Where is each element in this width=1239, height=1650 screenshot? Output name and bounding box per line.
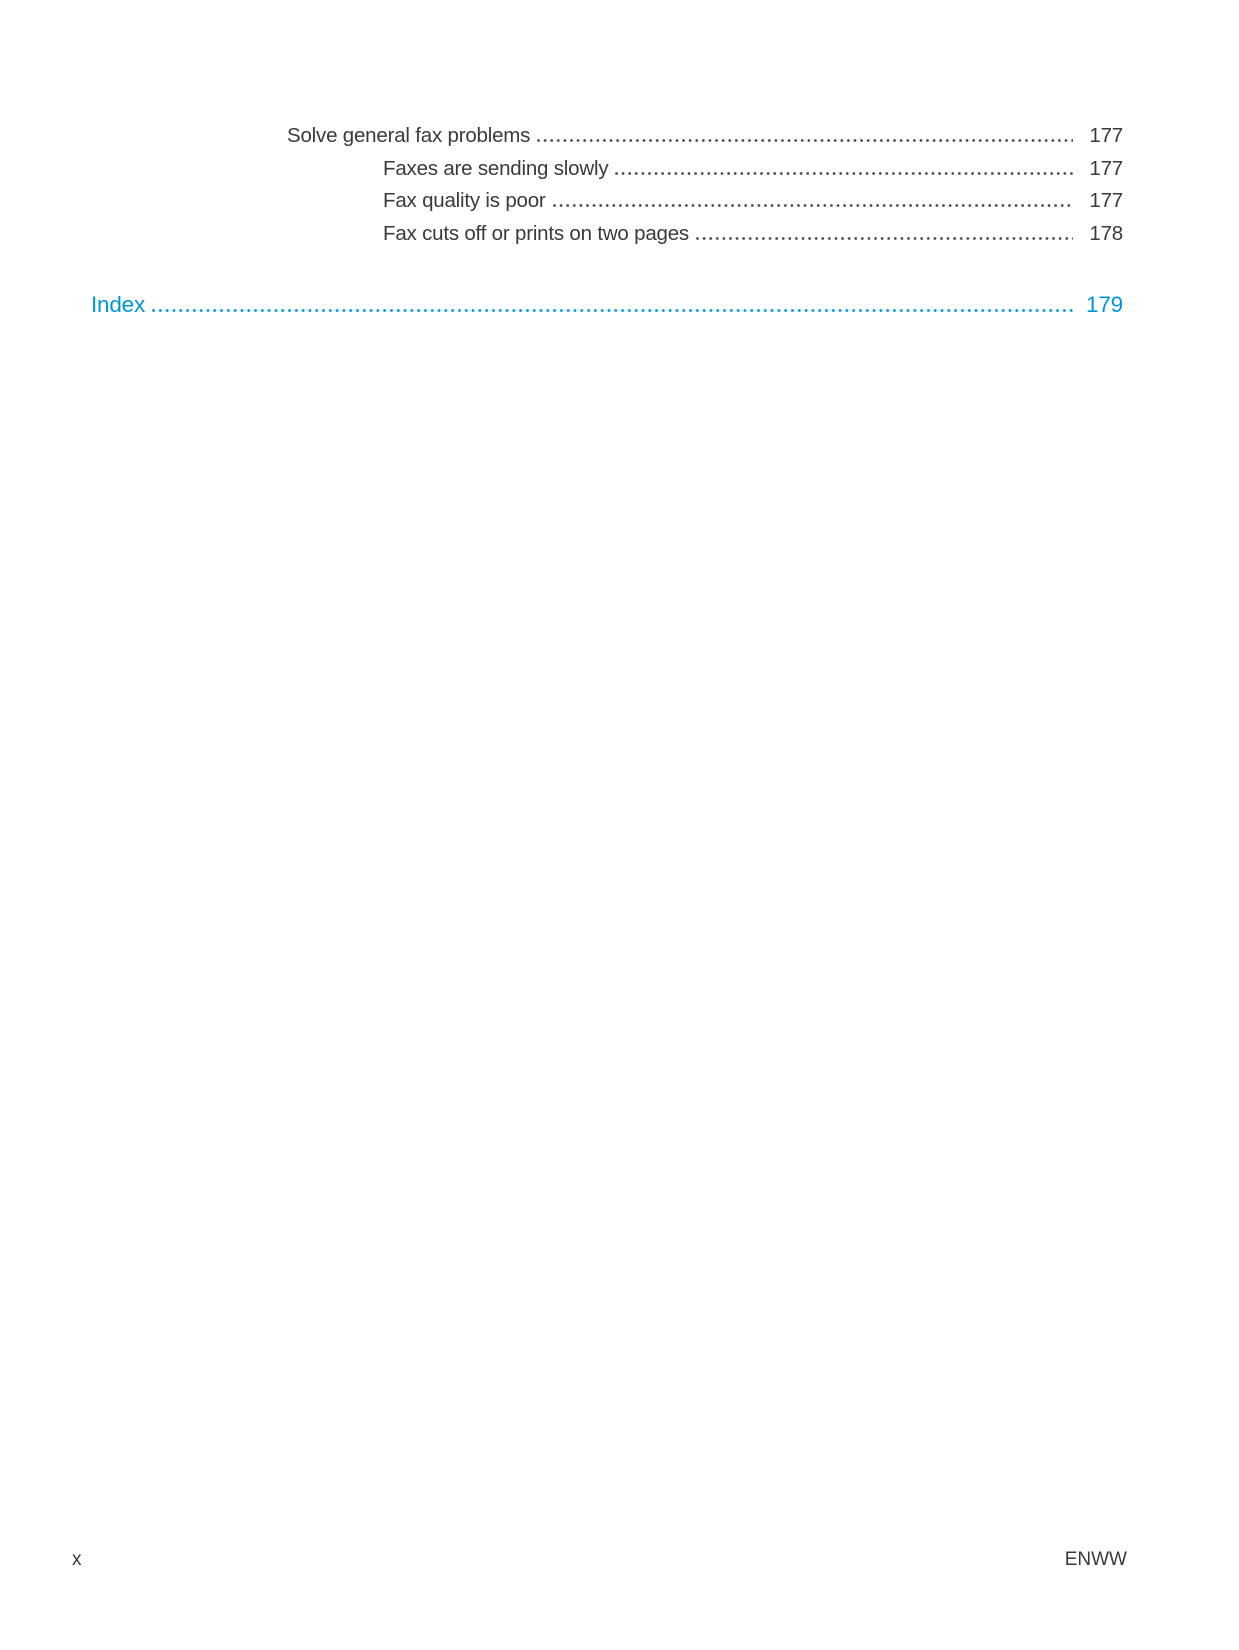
- dot-leader: [537, 139, 1073, 142]
- dot-leader: [696, 237, 1073, 240]
- toc-entry-solve-general-fax-problems[interactable]: [91, 124, 1123, 157]
- toc-entry-faxes-are-sending-slowly[interactable]: [91, 157, 1123, 190]
- dot-leader: [152, 309, 1073, 312]
- page-footer: [72, 1549, 1127, 1571]
- toc-entry-page[interactable]: 177: [1089, 124, 1123, 147]
- footer-page-number: x: [72, 1549, 82, 1570]
- toc-entry-page[interactable]: 177: [1089, 156, 1123, 180]
- toc-entry-page[interactable]: 178: [1089, 221, 1123, 245]
- dot-leader: [553, 204, 1073, 207]
- index-link-label[interactable]: Index: [91, 292, 146, 317]
- toc-section: [91, 124, 1123, 318]
- toc-entry-label[interactable]: Fax quality is poor: [383, 189, 546, 212]
- toc-entry-page[interactable]: 177: [1089, 189, 1123, 212]
- toc-entry-index[interactable]: [91, 292, 1123, 318]
- toc-entry-label[interactable]: Fax cuts off or prints on two pages: [383, 221, 689, 245]
- toc-entry-label[interactable]: Solve general fax problems: [287, 124, 531, 147]
- dot-leader: [615, 172, 1073, 175]
- toc-entry-fax-quality-is-poor[interactable]: [91, 189, 1123, 222]
- toc-entry-fax-cuts-off-or-prints-on-two-pages[interactable]: [91, 222, 1123, 255]
- index-link-page[interactable]: 179: [1086, 292, 1123, 317]
- toc-entry-label[interactable]: Faxes are sending slowly: [383, 156, 609, 180]
- footer-edition-code: ENWW: [1064, 1549, 1127, 1570]
